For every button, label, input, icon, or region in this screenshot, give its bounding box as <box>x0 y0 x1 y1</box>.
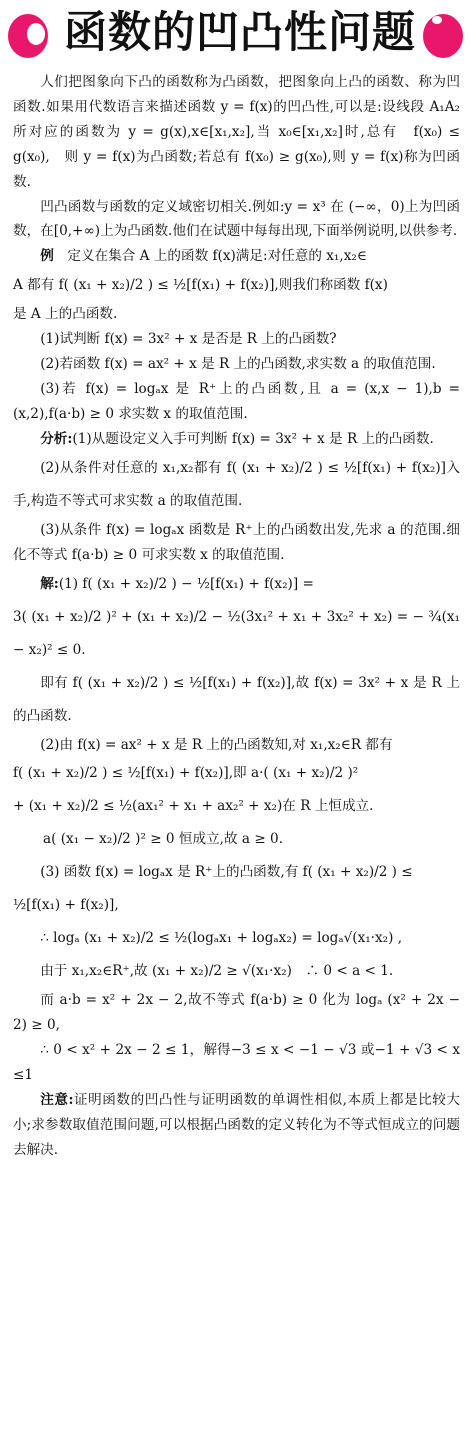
solution-2a: (2)由 f(x) = ax² + x 是 R 上的凸函数知,对 x₁,x₂∈R 都有 <box>40 736 393 753</box>
solution-label: 解: <box>40 575 59 592</box>
solution-2b: f( (x₁ + x₂)/2 ) ≤ ½[f(x₁) + f(x₂)],即 a·( (x₁ + x₂)/2 )² <box>13 765 359 782</box>
solution-1a-text: (1) f( (x₁ + x₂)/2 ) − ½[f(x₁) + f(x₂)] = <box>58 575 314 592</box>
right-decor-icon <box>423 14 463 58</box>
note-text: 证明函数的凹凸性与证明函数的单调性相似,本质上都是比较大小;求参数取值范围问题,可以根据凸函数的定义转化为不等式恒成立的问题去解决. <box>13 1092 460 1158</box>
article-body <box>13 70 460 1163</box>
example-label: 例 <box>40 248 54 265</box>
solution-1b: 3( (x₁ + x₂)/2 )² + (x₁ + x₂)/2 − ½(3x₁² + x₁ + 3x₂² + x₂) = − ¾(x₁ − x₂)² ≤ 0. <box>13 608 460 658</box>
question-3: (3)若 f(x) = logₐx 是 R⁺上的凸函数,且 a = (x,x − 1),b = (x,2),f(a·b) ≥ 0 求实数 x 的取值范围. <box>13 380 460 422</box>
analysis-label: 分析: <box>40 430 73 447</box>
solution-3a: (3) 函数 f(x) = logₐx 是 R⁺上的凸函数,有 f( (x₁ + x₂)/2 ) ≤ <box>40 864 413 881</box>
question-1: (1)试判断 f(x) = 3x² + x 是否是 R 上的凸函数? <box>40 331 337 348</box>
example-text: 定义在集合 A 上的函数 f(x)满足:对任意的 x₁,x₂∈ <box>53 248 367 265</box>
analysis-1 <box>13 427 460 452</box>
note-paragraph <box>13 1088 460 1163</box>
right-decor-hole <box>432 16 442 24</box>
example-definition <box>13 244 460 269</box>
note-label: 注意: <box>40 1092 74 1109</box>
domain-paragraph: 凹凸函数与函数的定义域密切相关.例如:y = x³ 在 (−∞，0)上为凹函数，在[0,+∞)上为凸函数.他们在试题中每每出现,下面举例说明,以供参考. <box>13 198 460 240</box>
analysis-3: (3)从条件 f(x) = logₐx 函数是 R⁺上的凸函数出发,先求 a 的范围.细化不等式 f(a·b) ≥ 0 可求实数 x 的取值范围. <box>13 521 460 563</box>
solution-3e: 而 a·b = x² + 2x − 2,故不等式 f(a·b) ≥ 0 化为 logₐ (x² + 2x − 2) ≥ 0, <box>13 992 460 1034</box>
solution-3d: 由于 x₁,x₂∈R⁺,故 (x₁ + x₂)/2 ≥ √(x₁·x₂) ∴ 0 < a < 1. <box>40 963 394 980</box>
solution-1a <box>13 568 460 601</box>
analysis-1-text: (1)从题设定义入手可判断 f(x) = 3x² + x 是 R 上的凸函数. <box>72 430 434 447</box>
example-inequality: A 都有 f( (x₁ + x₂)/2 ) ≤ ½[f(x₁) + f(x₂)],则我们称函数 f(x) <box>13 277 388 294</box>
title-banner <box>0 0 471 68</box>
example-conclusion: 是 A 上的凸函数. <box>13 306 118 323</box>
solution-2c: + (x₁ + x₂)/2 ≤ ½(ax₁² + x₁ + ax₂² + x₂)在 R 上恒成立. <box>13 798 374 815</box>
solution-3b: ½[f(x₁) + f(x₂)], <box>13 897 119 914</box>
intro-paragraph: 人们把图象向下凸的函数称为凸函数，把图象向上凸的函数、称为凹函数.如果用代数语言来描述函数 y = f(x)的凹凸性,可以是:设线段 A₁A₂ 所对应的函数为 y = g(x),x∈[x₁,x₂],当 x₀∈[x₁,x₂]时,总有 f(x₀) ≤ g(x₀), 则 y = f(x)为凸函数;若总有 f(x₀) ≥ g(x₀),则 y = f(x)称为凹函数. <box>13 74 460 190</box>
solution-3c: ∴ logₐ (x₁ + x₂)/2 ≤ ½(logₐx₁ + logₐx₂) = logₐ√(x₁·x₂) , <box>40 930 403 947</box>
left-decor-hole <box>27 23 45 45</box>
page-title: 函数的凹凸性问题 <box>64 8 416 58</box>
solution-2d: a( (x₁ − x₂)/2 )² ≥ 0 恒成立,故 a ≥ 0. <box>43 831 284 848</box>
solution-3f: ∴ 0 < x² + 2x − 2 ≤ 1，解得−3 ≤ x < −1 − √3 或−1 + √3 < x ≤1 <box>13 1042 460 1084</box>
question-2: (2)若函数 f(x) = ax² + x 是 R 上的凸函数,求实数 a 的取值范围. <box>40 356 436 373</box>
analysis-2: (2)从条件对任意的 x₁,x₂都有 f( (x₁ + x₂)/2 ) ≤ ½[f(x₁) + f(x₂)]入手,构造不等式可求实数 a 的取值范围. <box>13 459 460 509</box>
solution-1c: 即有 f( (x₁ + x₂)/2 ) ≤ ½[f(x₁) + f(x₂)],故 f(x) = 3x² + x 是 R 上的凸函数. <box>13 674 460 724</box>
